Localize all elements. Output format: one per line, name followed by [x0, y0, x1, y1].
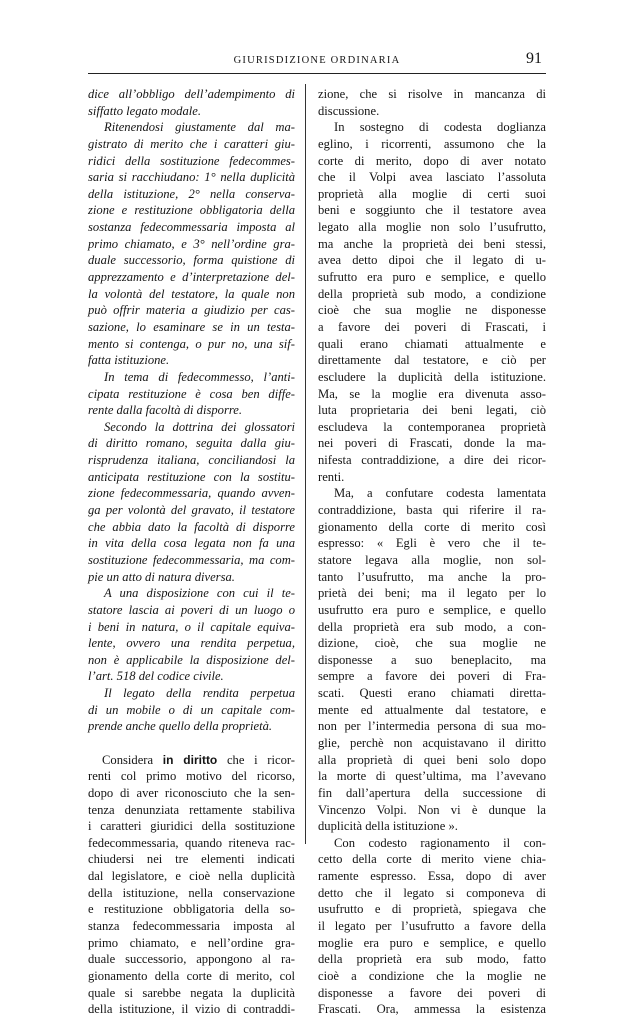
maxim-line: può offrir materia a giudizio per cas-: [88, 303, 295, 318]
body-line: duplicità della istituzione ».: [318, 819, 458, 834]
body-line: tenza denunziata rettamente stabiliva: [88, 802, 295, 817]
body-line: disponesse a suo beneplacito, ma: [318, 652, 546, 667]
body-line: luta proprietaria dei beni legati, ciò: [318, 403, 546, 418]
maxim-line: pie un atto di natura diversa.: [88, 569, 235, 584]
body-line: dopo di aver riconosciuto che la sen-: [88, 785, 295, 800]
body-line: corte di merito, dopo di aver notato: [318, 153, 546, 168]
maxim-line: non è applicabile la disposizione del-: [88, 652, 295, 667]
maxim-line: prende anche quello della proprietà.: [88, 719, 273, 734]
maxim-line: di diritto romano, seguita dalla giu-: [88, 436, 295, 451]
body-line: proprietà alla moglie di certi suoi: [318, 186, 546, 201]
maxim-line: rente dalla facoltà di disporre.: [88, 403, 243, 418]
maxim-line: fatta istituzione.: [88, 353, 170, 368]
body-line: cetto della corte di merito viene chia-: [318, 852, 546, 867]
body-line: escludere la duplicità della istituzione.: [318, 369, 546, 384]
maxim-block: [88, 86, 295, 735]
maxim-line: cipata restituzione è cosa ben diffe-: [88, 386, 295, 401]
body-line: dizione, cioè, che sua moglie ne: [318, 636, 546, 651]
body-line: beni e soggiunto che il testatore avea: [318, 203, 546, 218]
body-line: contraddizione, basta qui riferire il ra-: [318, 503, 546, 518]
body-line: e restituzione obbligatoria della so-: [88, 902, 295, 917]
maxim-line: A una disposizione con cui il te-: [104, 586, 295, 601]
maxim-line: Il legato della rendita perpetua: [104, 686, 295, 701]
body-line: renti col primo motivo del ricorso,: [88, 769, 295, 784]
body-line: alla proprietà di quei beni solo dopo: [318, 752, 546, 767]
maxim-line: gistrato di merito che i caratteri giu-: [88, 136, 295, 151]
maxim-line: la volontà del testatore, la quale non: [88, 286, 295, 301]
body-line: cioè che sua moglie ne disponesse: [318, 303, 546, 318]
page-number: 91: [526, 50, 542, 67]
body-line: della proprietà era sub modo, a con-: [318, 619, 546, 634]
maxim-line: apprezzamento e d’interpretazione del-: [88, 270, 295, 285]
left-column: [88, 86, 295, 1018]
body-line: Frascati. Ora, ammessa la esistenza: [318, 1002, 546, 1017]
maxim-line: zione e restituzione obbligatoria della: [88, 203, 295, 218]
body-line: quale si sarebbe negata la duplicità: [88, 985, 295, 1000]
body-line: mente ed attualmente dal testatore, e: [318, 702, 546, 717]
body-line: sufrutto era puro e semplice, e quello: [318, 270, 546, 285]
body-line: della proprietà sub modo, a condizione: [318, 286, 546, 301]
running-title: GIURISDIZIONE ORDINARIA: [233, 55, 401, 66]
body-line: fin dall’apertura della successione di: [318, 785, 546, 800]
spacer: [88, 735, 295, 752]
body-line: della istituzione, nella conservazione: [88, 885, 295, 900]
body-line: primo chiamato, e nell’ordine gra-: [88, 935, 295, 950]
body-line: gionamento della corte di merito così: [318, 519, 546, 534]
maxim-line: di un mobile o di un capitale com-: [88, 702, 295, 717]
header-rule: [88, 73, 546, 74]
body-line: usufrutto era puro e semplice, e quello: [318, 602, 546, 617]
maxim-line: anticipata restituzione con la sostitu-: [88, 469, 295, 484]
column-divider: [305, 84, 306, 844]
body-line: il legato per l’usufrutto a favore della: [318, 919, 546, 934]
body-line: gionamento della corte di merito, col: [88, 968, 295, 983]
body-line: non per l’intermedia persona di sua mo-: [318, 719, 546, 734]
right-body-block: [318, 86, 546, 1018]
maxim-line: l’art. 518 del codice civile.: [88, 669, 224, 684]
body-line: quali erano chiamati attualmente e: [318, 336, 546, 351]
body-line: discussione.: [318, 103, 380, 118]
body-line: legato alla moglie non solo l’usufrutto,: [318, 220, 546, 235]
maxim-line: ridici della sostituzione fedecommes-: [88, 153, 295, 168]
maxim-line: Ritenendosi giustamente dal ma-: [104, 120, 295, 135]
body-line: Con codesto ragionamento il con-: [334, 835, 546, 850]
body-line: statore legava alla moglie, non sol-: [318, 552, 546, 567]
maxim-line: i beni in natura, o il capitale equiva-: [88, 619, 295, 634]
body-line: i caratteri giuridici della sostituzione: [88, 819, 295, 834]
maxim-line: sostanza fedecommessaria imposta al: [88, 220, 295, 235]
body-line: chiudersi nei tre elementi indicati: [88, 852, 295, 867]
body-line: della istituzione, il vizio di contraddi-: [88, 1002, 295, 1017]
maxim-line: statore lascia ai poveri di un luogo o: [88, 602, 295, 617]
body-line: ramente espresso. Essa, dopo di aver: [318, 869, 546, 884]
body-line: Ma, a confutare codesta lamentata: [334, 486, 546, 501]
maxim-line: risprudenza italiana, conciliandosi la: [88, 453, 295, 468]
body-line: della proprietà era sub modo, fatto: [318, 952, 546, 967]
body-line: fedecommessaria, quando riteneva rac-: [88, 835, 295, 850]
maxim-line: che abbia dato la facoltà di disporre: [88, 519, 295, 534]
body-line: scati. Questi erano chiamati diretta-: [318, 686, 546, 701]
body-line: glie, perchè non acquistavano il diritto: [318, 735, 546, 750]
maxim-line: sazione, lo esaminare se in un testa-: [88, 319, 295, 334]
body-line: sempre a favore dei poveri di Fra-: [318, 669, 546, 684]
body-line: duale successorio, appongono al ra-: [88, 952, 295, 967]
maxim-line: zione fedecommessaria, quando avven-: [88, 486, 295, 501]
body-line: renti.: [318, 469, 345, 484]
body-line: usufrutto e di proprietà, spiegava che: [318, 902, 546, 917]
body-line: detto che il legato si componeva di: [318, 885, 546, 900]
maxim-line: mento si contenga, o pur no, una sif-: [88, 336, 295, 351]
maxim-line: in vita della cosa legata non fa una: [88, 536, 295, 551]
body-line: moglie era puro e semplice, e quello: [318, 935, 546, 950]
body-line: stanza fedecommessaria imposta al: [88, 919, 295, 934]
body-line: Ma, se la moglie era divenuta asso-: [318, 386, 546, 401]
considera-text: Considera: [102, 752, 163, 767]
body-line: eglino, i ricorrenti, assumono che la: [318, 136, 546, 151]
body-line: prietà dei beni; ma il legato per lo: [318, 586, 546, 601]
considera-rest: che i ricor-: [217, 752, 296, 767]
body-line: dal legislatore, e cioè nella duplicità: [88, 869, 295, 884]
body-line: la morte di quest’ultima, ma l’avevano: [318, 769, 546, 784]
maxim-line: della istituzione, 2° nella conserva-: [88, 186, 295, 201]
in-diritto-text: in diritto: [162, 752, 218, 767]
maxim-line: Secondo la dottrina dei glossatori: [104, 419, 295, 434]
maxim-line: duale successorio, forma quistione di: [88, 253, 295, 268]
body-line: tanto l’usufrutto, ma anche la pro-: [318, 569, 546, 584]
body-line: escludeva la contemporanea proprietà: [318, 419, 546, 434]
left-body-block: [88, 768, 295, 1018]
maxim-line: dice all’obbligo dell’adempimento di: [88, 87, 295, 101]
running-header: [88, 50, 546, 70]
maxim-line: lente, ovvero una rendita perpetua,: [88, 636, 295, 651]
body-line: ma anche la proprietà dei beni stessi,: [318, 236, 546, 251]
body-line: a favore dei poveri di Frascati, i: [318, 319, 546, 334]
body-line: nifesta contraddizione, a dire dei ricor-: [318, 453, 546, 468]
maxim-line: siffatto legato modale.: [88, 103, 201, 118]
maxim-line: ga per volontà del gravato, il testatore: [88, 503, 295, 518]
maxim-line: saria si racchiudano: 1° nella duplicità: [88, 170, 295, 185]
body-line: avea detto dipoi che il legato di u-: [318, 253, 546, 268]
body-line: cioè a condizione che la moglie ne: [318, 968, 546, 983]
body-line: Vincenzo Volpi. Non vi è dunque la: [318, 802, 546, 817]
maxim-line: In tema di fedecommesso, l’anti-: [104, 369, 295, 384]
body-line: che il Volpi avea lasciato l’assoluta: [318, 170, 546, 185]
body-line: espresso: « Egli è vero che il te-: [318, 536, 546, 551]
right-column: [318, 86, 546, 1018]
body-line: direttamente dal testatore, e ciò per: [318, 353, 546, 368]
body-line: disponesse a favore dei poveri di: [318, 985, 546, 1000]
body-first-line: [88, 752, 295, 769]
maxim-line: sostituzione fedecommessaria, ma com-: [88, 552, 295, 567]
maxim-line: primo chiamato, e 3° nell’ordine gra-: [88, 236, 295, 251]
body-line: nei poveri di Frascati, donde la ma-: [318, 436, 546, 451]
body-line: In sostegno di codesta doglianza: [334, 120, 546, 135]
body-line: zione, che si risolve in mancanza di: [318, 87, 546, 101]
